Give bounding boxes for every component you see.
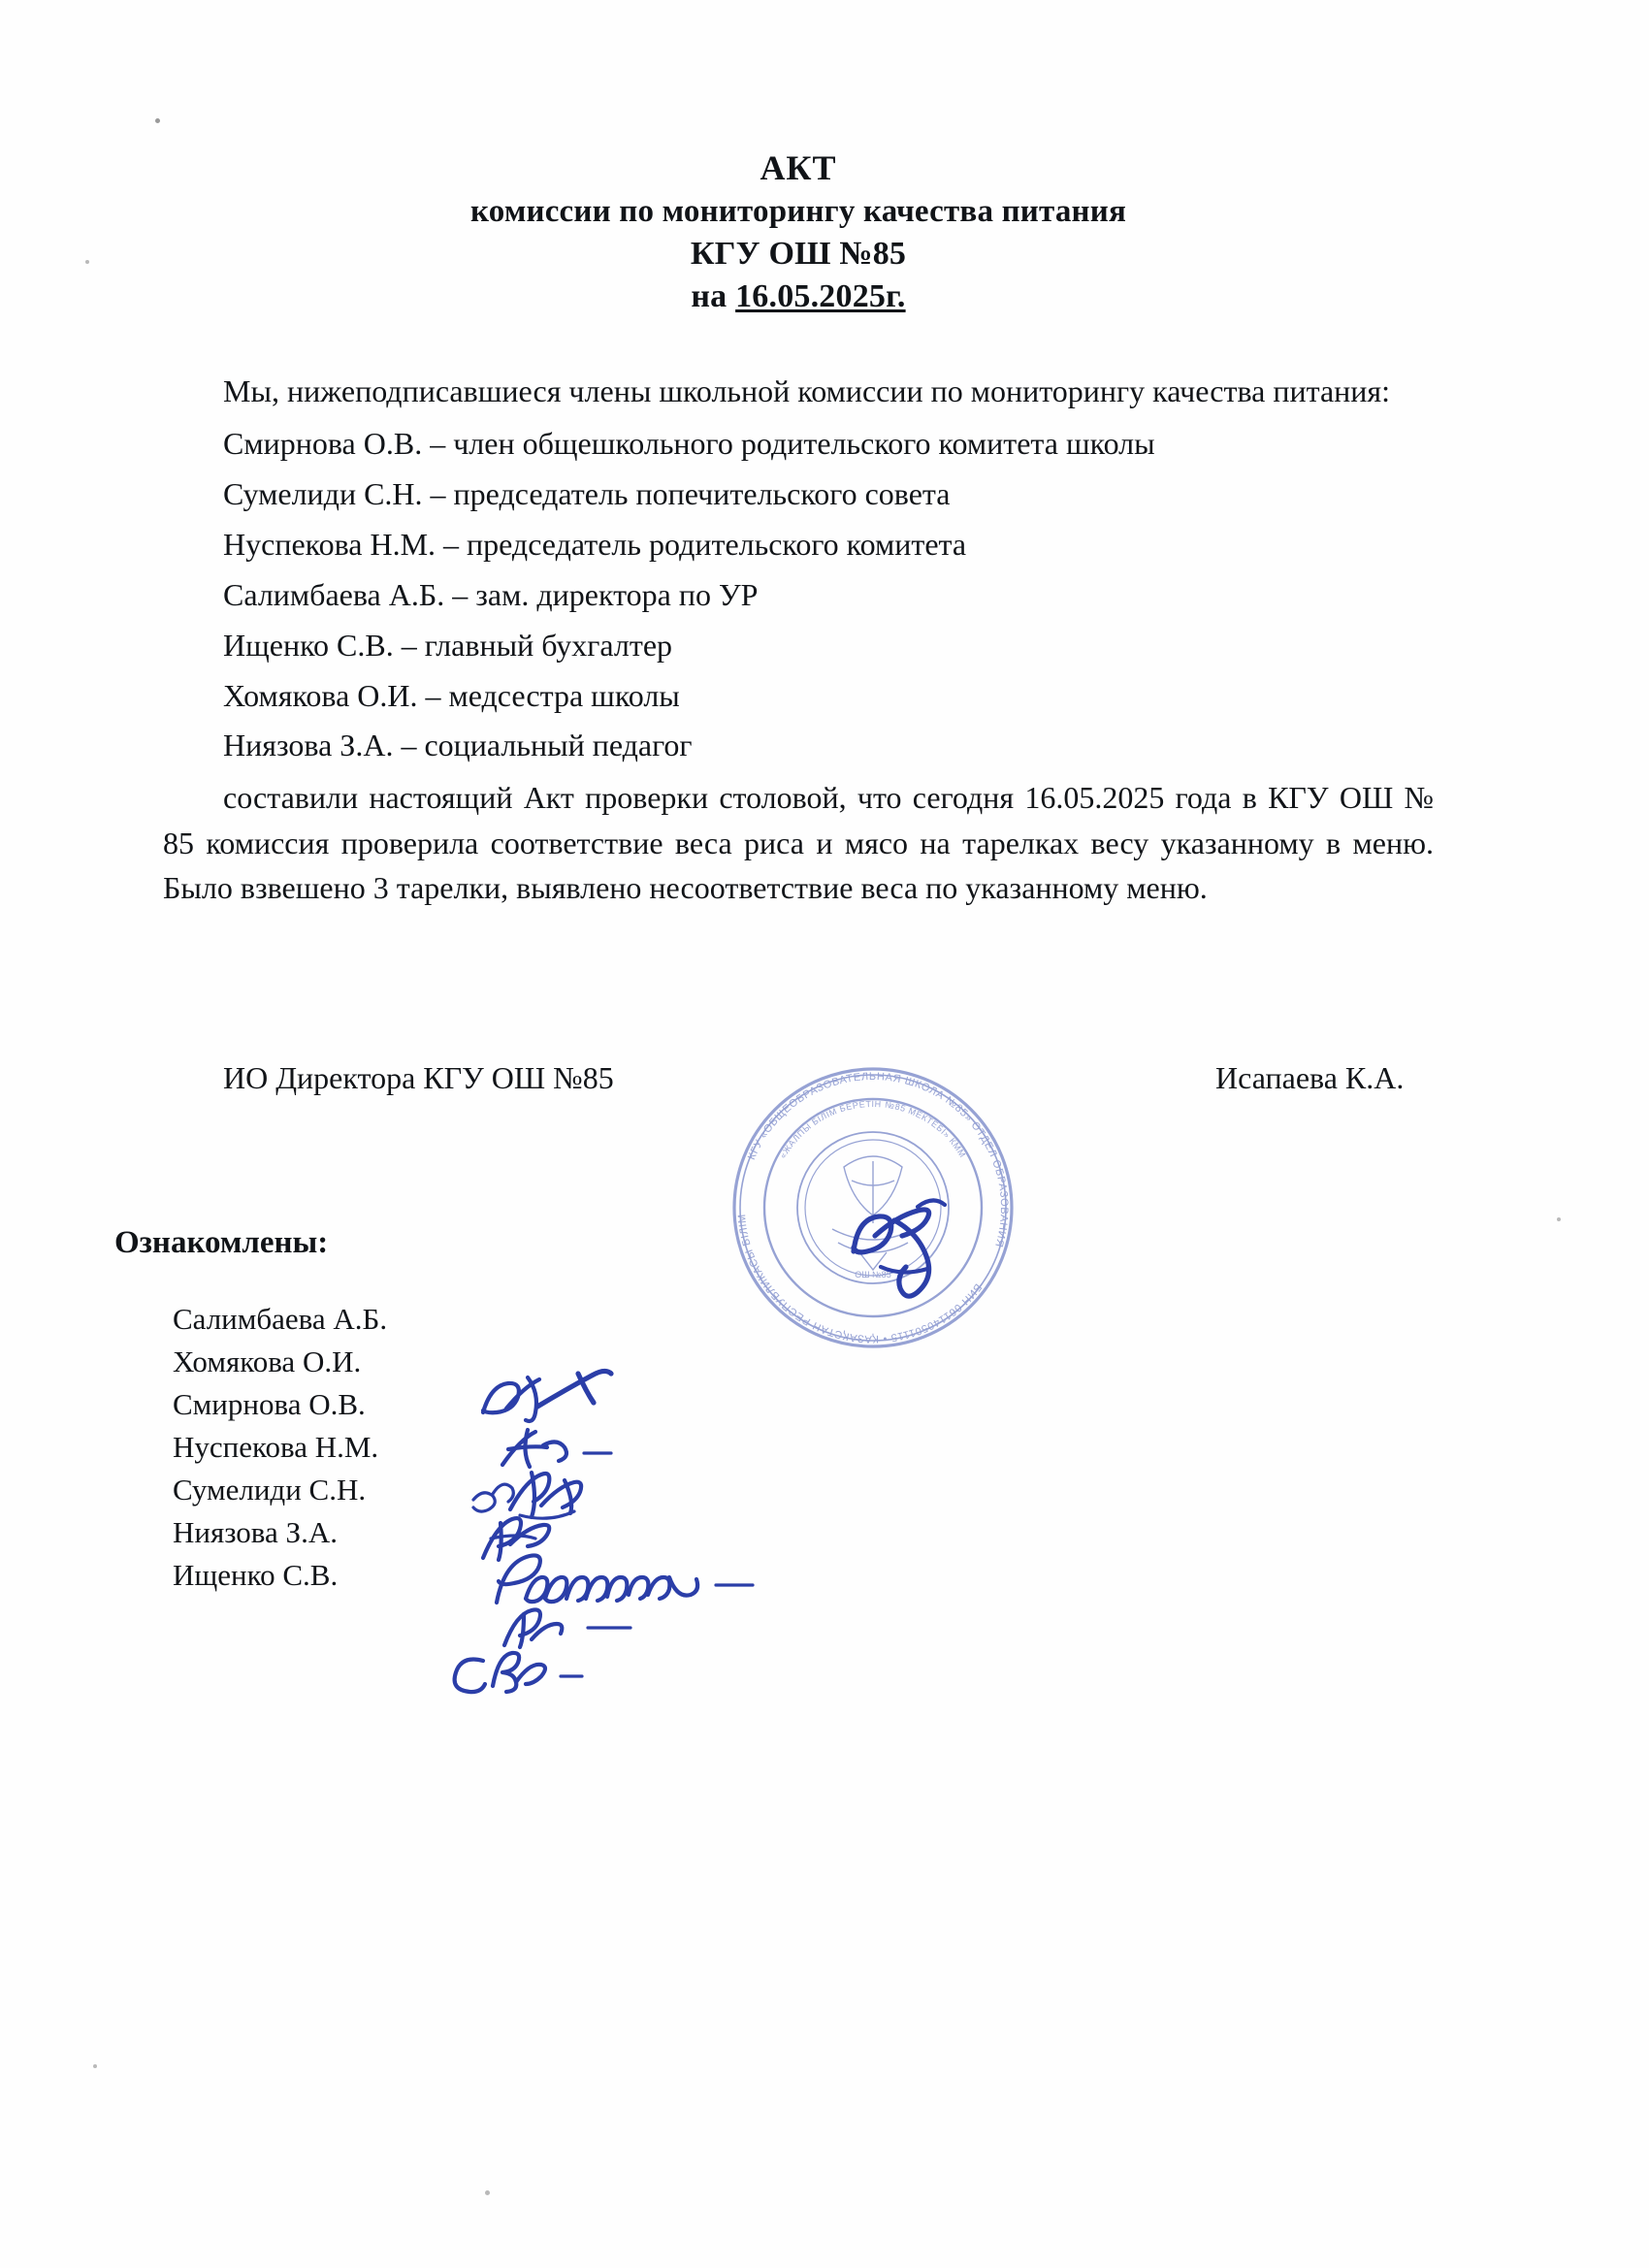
director-signature-row [163, 1055, 1434, 1114]
member-item: Салимбаева А.Б. – зам. директора по УР [223, 576, 759, 612]
member-item: Нуспекова Н.М. – председатель родительского комитета [223, 527, 967, 563]
director-role: ИО Директора КГУ ОШ №85 [223, 1060, 614, 1096]
document-title-block [163, 146, 1434, 318]
document-body [114, 369, 1434, 1597]
svg-text:КГУ «ОБЩЕОБРАЗОВАТЕЛЬНАЯ ШКОЛА: КГУ «ОБЩЕОБРАЗОВАТЕЛЬНАЯ ШКОЛА №85» ОТДЕЛ ОБРАЗОВАНИЯ [745, 1070, 1011, 1249]
document-content [114, 146, 1434, 1597]
signature-niyazova [495, 1601, 689, 1655]
title-school: КГУ ОШ №85 [690, 235, 907, 272]
title-date-prefix: на [691, 277, 736, 314]
signatory-item: Смирнова О.В. [173, 1387, 366, 1422]
svg-text:«ЖАЛПЫ БІЛІМ БЕРЕТІН №85 МЕКТЕ: «ЖАЛПЫ БІЛІМ БЕРЕТІН №85 МЕКТЕБІ» КММ [777, 1098, 968, 1160]
signatory-item: Салимбаева А.Б. [173, 1302, 388, 1337]
members-list [163, 419, 1434, 771]
signatory-item: Сумелиди С.Н. [173, 1473, 367, 1507]
title-date-line [163, 275, 1434, 318]
scan-artifact-speck [485, 2190, 490, 2195]
member-item: Ниязова З.А. – социальный педагог [223, 728, 693, 763]
title-commission: комиссии по мониторингу качества питания [469, 193, 1127, 229]
intro-paragraph: Мы, нижеподписавшиеся члены школьной комиссии по мониторингу качества питания: [223, 373, 1391, 409]
signatories-list [163, 1298, 1434, 1597]
acknowledged-heading: Ознакомлены: [114, 1225, 329, 1261]
statement-paragraph: составили настоящий Акт проверки столовой, что сегодня 16.05.2025 года в КГУ ОШ № 85 комиссия проверила соответствие веса риса и мясо на тарелках весу указанному в меню. Было взвешено 3 тарелки, выявлено несоответствие веса по указанному меню. [163, 780, 1434, 906]
signature-ishchenko [448, 1647, 623, 1700]
svg-text:БИН 061140501115 • ҚАЗАҚСТАН Р: БИН 061140501115 • ҚАЗАҚСТАН РЕСПУБЛИКАСЫ БІЛІМ [736, 1213, 984, 1345]
scan-artifact-speck [85, 260, 89, 264]
scan-artifact-speck [93, 2064, 97, 2068]
member-item: Сумелиди С.Н. – председатель попечительского совета [223, 476, 951, 512]
title-date-value: 16.05.2025г. [735, 277, 906, 314]
signatory-item: Ищенко С.В. [173, 1558, 339, 1593]
director-name: Исапаева К.А. [1215, 1060, 1405, 1096]
scan-artifact-dot [155, 118, 160, 123]
member-item: Ищенко С.В. – главный бухгалтер [223, 627, 673, 663]
member-item: Смирнова О.В. – член общешкольного родительского комитета школы [223, 426, 1155, 462]
signatory-item: Хомякова О.И. [173, 1345, 362, 1379]
member-item: Хомякова О.И. – медсестра школы [223, 677, 680, 713]
signatory-item: Нуспекова Н.М. [173, 1430, 379, 1465]
svg-text:ОШ №85: ОШ №85 [855, 1270, 891, 1280]
signatory-item: Ниязова З.А. [173, 1515, 338, 1550]
title-act: АКТ [760, 148, 837, 187]
scan-artifact-speck [1557, 1217, 1561, 1221]
